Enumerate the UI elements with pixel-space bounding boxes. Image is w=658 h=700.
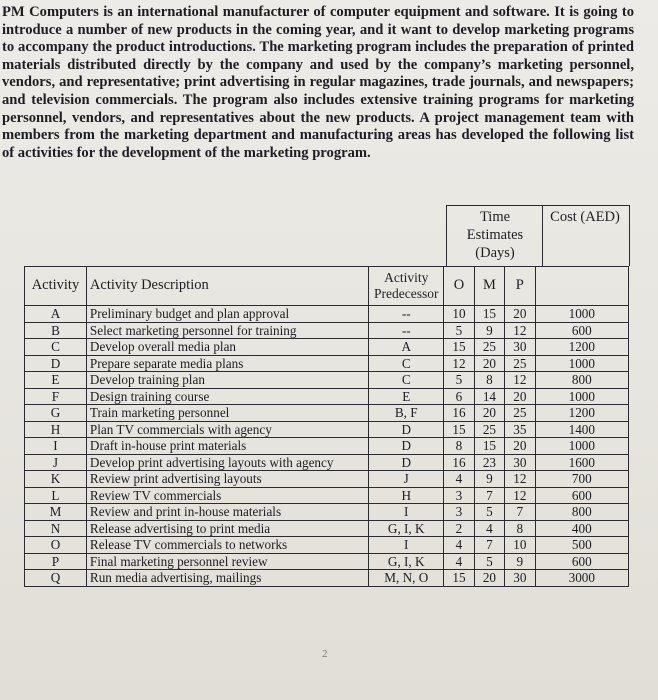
predecessor-cell: J (369, 471, 444, 488)
most-likely-cell: 20 (474, 570, 504, 587)
optimistic-cell: 5 (444, 322, 474, 339)
description-cell: Review TV commercials (86, 487, 368, 504)
pessimistic-cell: 25 (505, 355, 535, 372)
cost-cell: 1600 (535, 454, 628, 471)
optimistic-cell: 2 (444, 520, 474, 537)
cost-cell: 400 (535, 520, 628, 537)
cost-cell: 3000 (535, 570, 628, 587)
pessimistic-cell: 9 (505, 553, 535, 570)
most-likely-cell: 7 (474, 537, 504, 554)
cost-cell: 500 (535, 537, 628, 554)
cost-cell: 800 (535, 504, 628, 521)
predecessor-header: Activity Predecessor (369, 267, 444, 306)
table-row (25, 322, 629, 339)
description-header: Activity Description (86, 267, 368, 306)
cost-column-header (535, 267, 628, 306)
cost-cell: 600 (535, 322, 628, 339)
table-row (25, 537, 629, 554)
pessimistic-cell: 30 (505, 454, 535, 471)
activity-id-cell: N (25, 520, 87, 537)
most-likely-cell: 23 (474, 454, 504, 471)
optimistic-cell: 5 (444, 372, 474, 389)
activity-id-cell: Q (25, 570, 87, 587)
description-cell: Train marketing personnel (86, 405, 368, 422)
description-cell: Run media advertising, mailings (86, 570, 368, 587)
pessimistic-cell: 8 (505, 520, 535, 537)
pessimistic-cell: 20 (505, 306, 535, 323)
activity-id-cell: M (25, 504, 87, 521)
predecessor-cell: E (369, 388, 444, 405)
cost-cell: 600 (535, 553, 628, 570)
cost-cell: 1000 (535, 388, 628, 405)
table-row (25, 355, 629, 372)
description-cell: Develop print advertising layouts with agency (86, 454, 368, 471)
activity-id-cell: B (25, 322, 87, 339)
optimistic-cell: 4 (444, 553, 474, 570)
o-header: O (444, 267, 474, 306)
activity-id-cell: P (25, 553, 87, 570)
activity-id-cell: E (25, 372, 87, 389)
table-row (25, 553, 629, 570)
activity-id-cell: H (25, 421, 87, 438)
predecessor-cell: I (369, 504, 444, 521)
pessimistic-cell: 12 (505, 487, 535, 504)
table-row (25, 339, 629, 356)
description-cell: Release advertising to print media (86, 520, 368, 537)
table-row (25, 306, 629, 323)
optimistic-cell: 10 (444, 306, 474, 323)
pessimistic-cell: 20 (505, 388, 535, 405)
most-likely-cell: 20 (474, 355, 504, 372)
m-header: M (474, 267, 504, 306)
predecessor-cell: D (369, 454, 444, 471)
table-row (25, 504, 629, 521)
cost-cell: 1000 (535, 306, 628, 323)
cost-header: Cost (AED) (550, 209, 620, 225)
description-cell: Plan TV commercials with agency (86, 421, 368, 438)
table-row (25, 405, 629, 422)
predecessor-cell: G, I, K (369, 553, 444, 570)
description-cell: Review and print in-house materials (86, 504, 368, 521)
time-estimates-header: Time Estimates (Days) (466, 209, 524, 261)
table-row (25, 520, 629, 537)
table-row (25, 454, 629, 471)
most-likely-cell: 25 (474, 421, 504, 438)
activities-table (24, 266, 629, 587)
description-cell: Draft in-house print materials (86, 438, 368, 455)
most-likely-cell: 5 (474, 504, 504, 521)
table-row (25, 372, 629, 389)
activity-id-cell: D (25, 355, 87, 372)
description-cell: Develop training plan (86, 372, 368, 389)
optimistic-cell: 15 (444, 339, 474, 356)
predecessor-cell: C (369, 372, 444, 389)
predecessor-cell: B, F (369, 405, 444, 422)
description-cell: Preliminary budget and plan approval (86, 306, 368, 323)
optimistic-cell: 15 (444, 570, 474, 587)
description-cell: Prepare separate media plans (86, 355, 368, 372)
pessimistic-cell: 12 (505, 322, 535, 339)
optimistic-cell: 3 (444, 504, 474, 521)
most-likely-cell: 15 (474, 438, 504, 455)
predecessor-cell: G, I, K (369, 520, 444, 537)
cost-cell: 1200 (535, 339, 628, 356)
pessimistic-cell: 20 (505, 438, 535, 455)
intro-text: PM Computers is an international manufacturer of computer equipment and software. It is going to introduce a number of new products in the coming year, and it want to develop marketing programs to accompany the product introductions. The marketing program includes the preparation of printed materials distributed directly by the company and used by the company’s marketing personnel, vendors, and representative; print advertising in regular magazines, trade journals, and newspapers; and television commercials. The program also includes extensive training programs for marketing personnel, vendors, and representatives about the new products. A project management team with members from the marketing department and manufacturing areas has developed the following list of activities for the development of the marketing program. (2, 4, 634, 161)
optimistic-cell: 16 (444, 405, 474, 422)
predecessor-cell: -- (369, 322, 444, 339)
table-row (25, 570, 629, 587)
pessimistic-cell: 7 (505, 504, 535, 521)
table-row (25, 388, 629, 405)
description-cell: Develop overall media plan (86, 339, 368, 356)
pessimistic-cell: 35 (505, 421, 535, 438)
description-cell: Review print advertising layouts (86, 471, 368, 488)
description-cell: Select marketing personnel for training (86, 322, 368, 339)
cost-cell: 800 (535, 372, 628, 389)
optimistic-cell: 4 (444, 471, 474, 488)
description-cell: Release TV commercials to networks (86, 537, 368, 554)
table-header-row (25, 267, 629, 306)
cost-cell: 700 (535, 471, 628, 488)
page-number: 2 (322, 648, 328, 660)
predecessor-cell: H (369, 487, 444, 504)
intro-paragraph (2, 4, 634, 162)
predecessor-cell: I (369, 537, 444, 554)
activity-id-cell: A (25, 306, 87, 323)
description-cell: Final marketing personnel review (86, 553, 368, 570)
most-likely-cell: 9 (474, 471, 504, 488)
predecessor-cell: D (369, 421, 444, 438)
activity-id-cell: O (25, 537, 87, 554)
cost-cell: 1400 (535, 421, 628, 438)
predecessor-cell: M, N, O (369, 570, 444, 587)
table-row (25, 438, 629, 455)
table-row (25, 421, 629, 438)
most-likely-cell: 9 (474, 322, 504, 339)
table-row (25, 487, 629, 504)
description-cell: Design training course (86, 388, 368, 405)
most-likely-cell: 4 (474, 520, 504, 537)
optimistic-cell: 15 (444, 421, 474, 438)
most-likely-cell: 14 (474, 388, 504, 405)
most-likely-cell: 5 (474, 553, 504, 570)
table-row (25, 471, 629, 488)
activity-header: Activity (25, 267, 87, 306)
predecessor-cell: A (369, 339, 444, 356)
most-likely-cell: 7 (474, 487, 504, 504)
optimistic-cell: 3 (444, 487, 474, 504)
activity-id-cell: J (25, 454, 87, 471)
optimistic-cell: 16 (444, 454, 474, 471)
most-likely-cell: 20 (474, 405, 504, 422)
pessimistic-cell: 30 (505, 570, 535, 587)
activity-id-cell: G (25, 405, 87, 422)
p-header: P (505, 267, 535, 306)
most-likely-cell: 15 (474, 306, 504, 323)
table-body (25, 306, 629, 587)
optimistic-cell: 4 (444, 537, 474, 554)
optimistic-cell: 8 (444, 438, 474, 455)
pessimistic-cell: 10 (505, 537, 535, 554)
cost-cell: 1000 (535, 438, 628, 455)
pessimistic-cell: 30 (505, 339, 535, 356)
pessimistic-cell: 12 (505, 372, 535, 389)
activity-id-cell: L (25, 487, 87, 504)
pessimistic-cell: 12 (505, 471, 535, 488)
activity-id-cell: K (25, 471, 87, 488)
activity-id-cell: C (25, 339, 87, 356)
optimistic-cell: 12 (444, 355, 474, 372)
activity-id-cell: F (25, 388, 87, 405)
cost-cell: 1200 (535, 405, 628, 422)
predecessor-cell: C (369, 355, 444, 372)
predecessor-cell: -- (369, 306, 444, 323)
most-likely-cell: 8 (474, 372, 504, 389)
most-likely-cell: 25 (474, 339, 504, 356)
pessimistic-cell: 25 (505, 405, 535, 422)
activity-id-cell: I (25, 438, 87, 455)
predecessor-cell: D (369, 438, 444, 455)
optimistic-cell: 6 (444, 388, 474, 405)
cost-cell: 1000 (535, 355, 628, 372)
cost-cell: 600 (535, 487, 628, 504)
